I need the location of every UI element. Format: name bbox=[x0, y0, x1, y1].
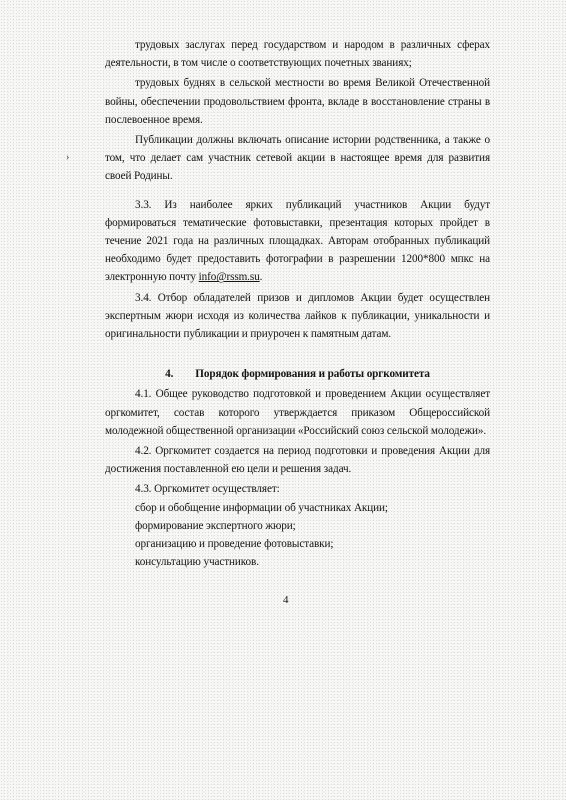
section-4-title: Порядок формирования и работы оргкомитета bbox=[195, 368, 430, 381]
paragraph-3-3 bbox=[105, 196, 490, 287]
paragraph-publications-requirements: Публикации должны включать описание истории родственника, а также о том, что делает сам участник сетевой акции в настоящее время для развития своей Родины. bbox=[105, 134, 490, 183]
organizing-committee-duties-list bbox=[105, 499, 490, 572]
page-number: 4 bbox=[283, 594, 289, 606]
email-link[interactable]: info@rssm.su bbox=[198, 271, 260, 284]
margin-mark: › bbox=[66, 152, 70, 163]
list-item: формирование экспертного жюри; bbox=[135, 519, 296, 532]
list-item: сбор и обобщение информации об участниках Акции; bbox=[135, 501, 388, 514]
paragraph-rural-labor: трудовых буднях в сельской местности во время Великой Отечественной войны, обеспечении продовольствием фронта, вкладе в восстановление страны в послевоенное время. bbox=[105, 77, 490, 126]
paragraph-4-1: 4.1. Общее руководство подготовкой и проведением Акции осуществляет оргкомитет, состав которого утверждается приказом Общероссийской молодежной общественной организации «Российский союз сельской молодежи». bbox=[105, 388, 490, 437]
paragraph-4-2: 4.2. Оргкомитет создается на период подготовки и проведения Акции для достижения поставленной ею цели и решения задач. bbox=[105, 445, 490, 476]
paragraph-4-3: 4.3. Оргкомитет осуществляет: bbox=[135, 483, 280, 496]
paragraph-labor-merits: трудовых заслугах перед государством и народом в различных сферах деятельности, в том числе о соответствующих почетных званиях; bbox=[105, 39, 490, 70]
paragraph-3-3-text: 3.3. Из наиболее ярких публикаций участников Акции будут формироваться тематические фотовыставки, презентация которых пройдет в течение 2021 года на различных площадках. Авторам отобранных публикаций необходимо будет предоставить фотографии в разрешении 1200*800 мпкс на электронную почту bbox=[105, 198, 490, 284]
paragraph-3-3-end: . bbox=[259, 271, 263, 284]
document-body bbox=[105, 36, 490, 571]
section-4-heading bbox=[105, 365, 490, 383]
paragraph-3-4: 3.4. Отбор обладателей призов и дипломов Акции будет осуществлен экспертным жюри исходя из количества лайков к публикации, уникальности и оригинальности публикации и приурочен к памятным датам. bbox=[105, 291, 490, 341]
section-4-number: 4. bbox=[165, 368, 174, 381]
list-item: организацию и проведение фотовыставки; bbox=[135, 538, 334, 551]
list-item: консультацию участников. bbox=[135, 556, 259, 569]
